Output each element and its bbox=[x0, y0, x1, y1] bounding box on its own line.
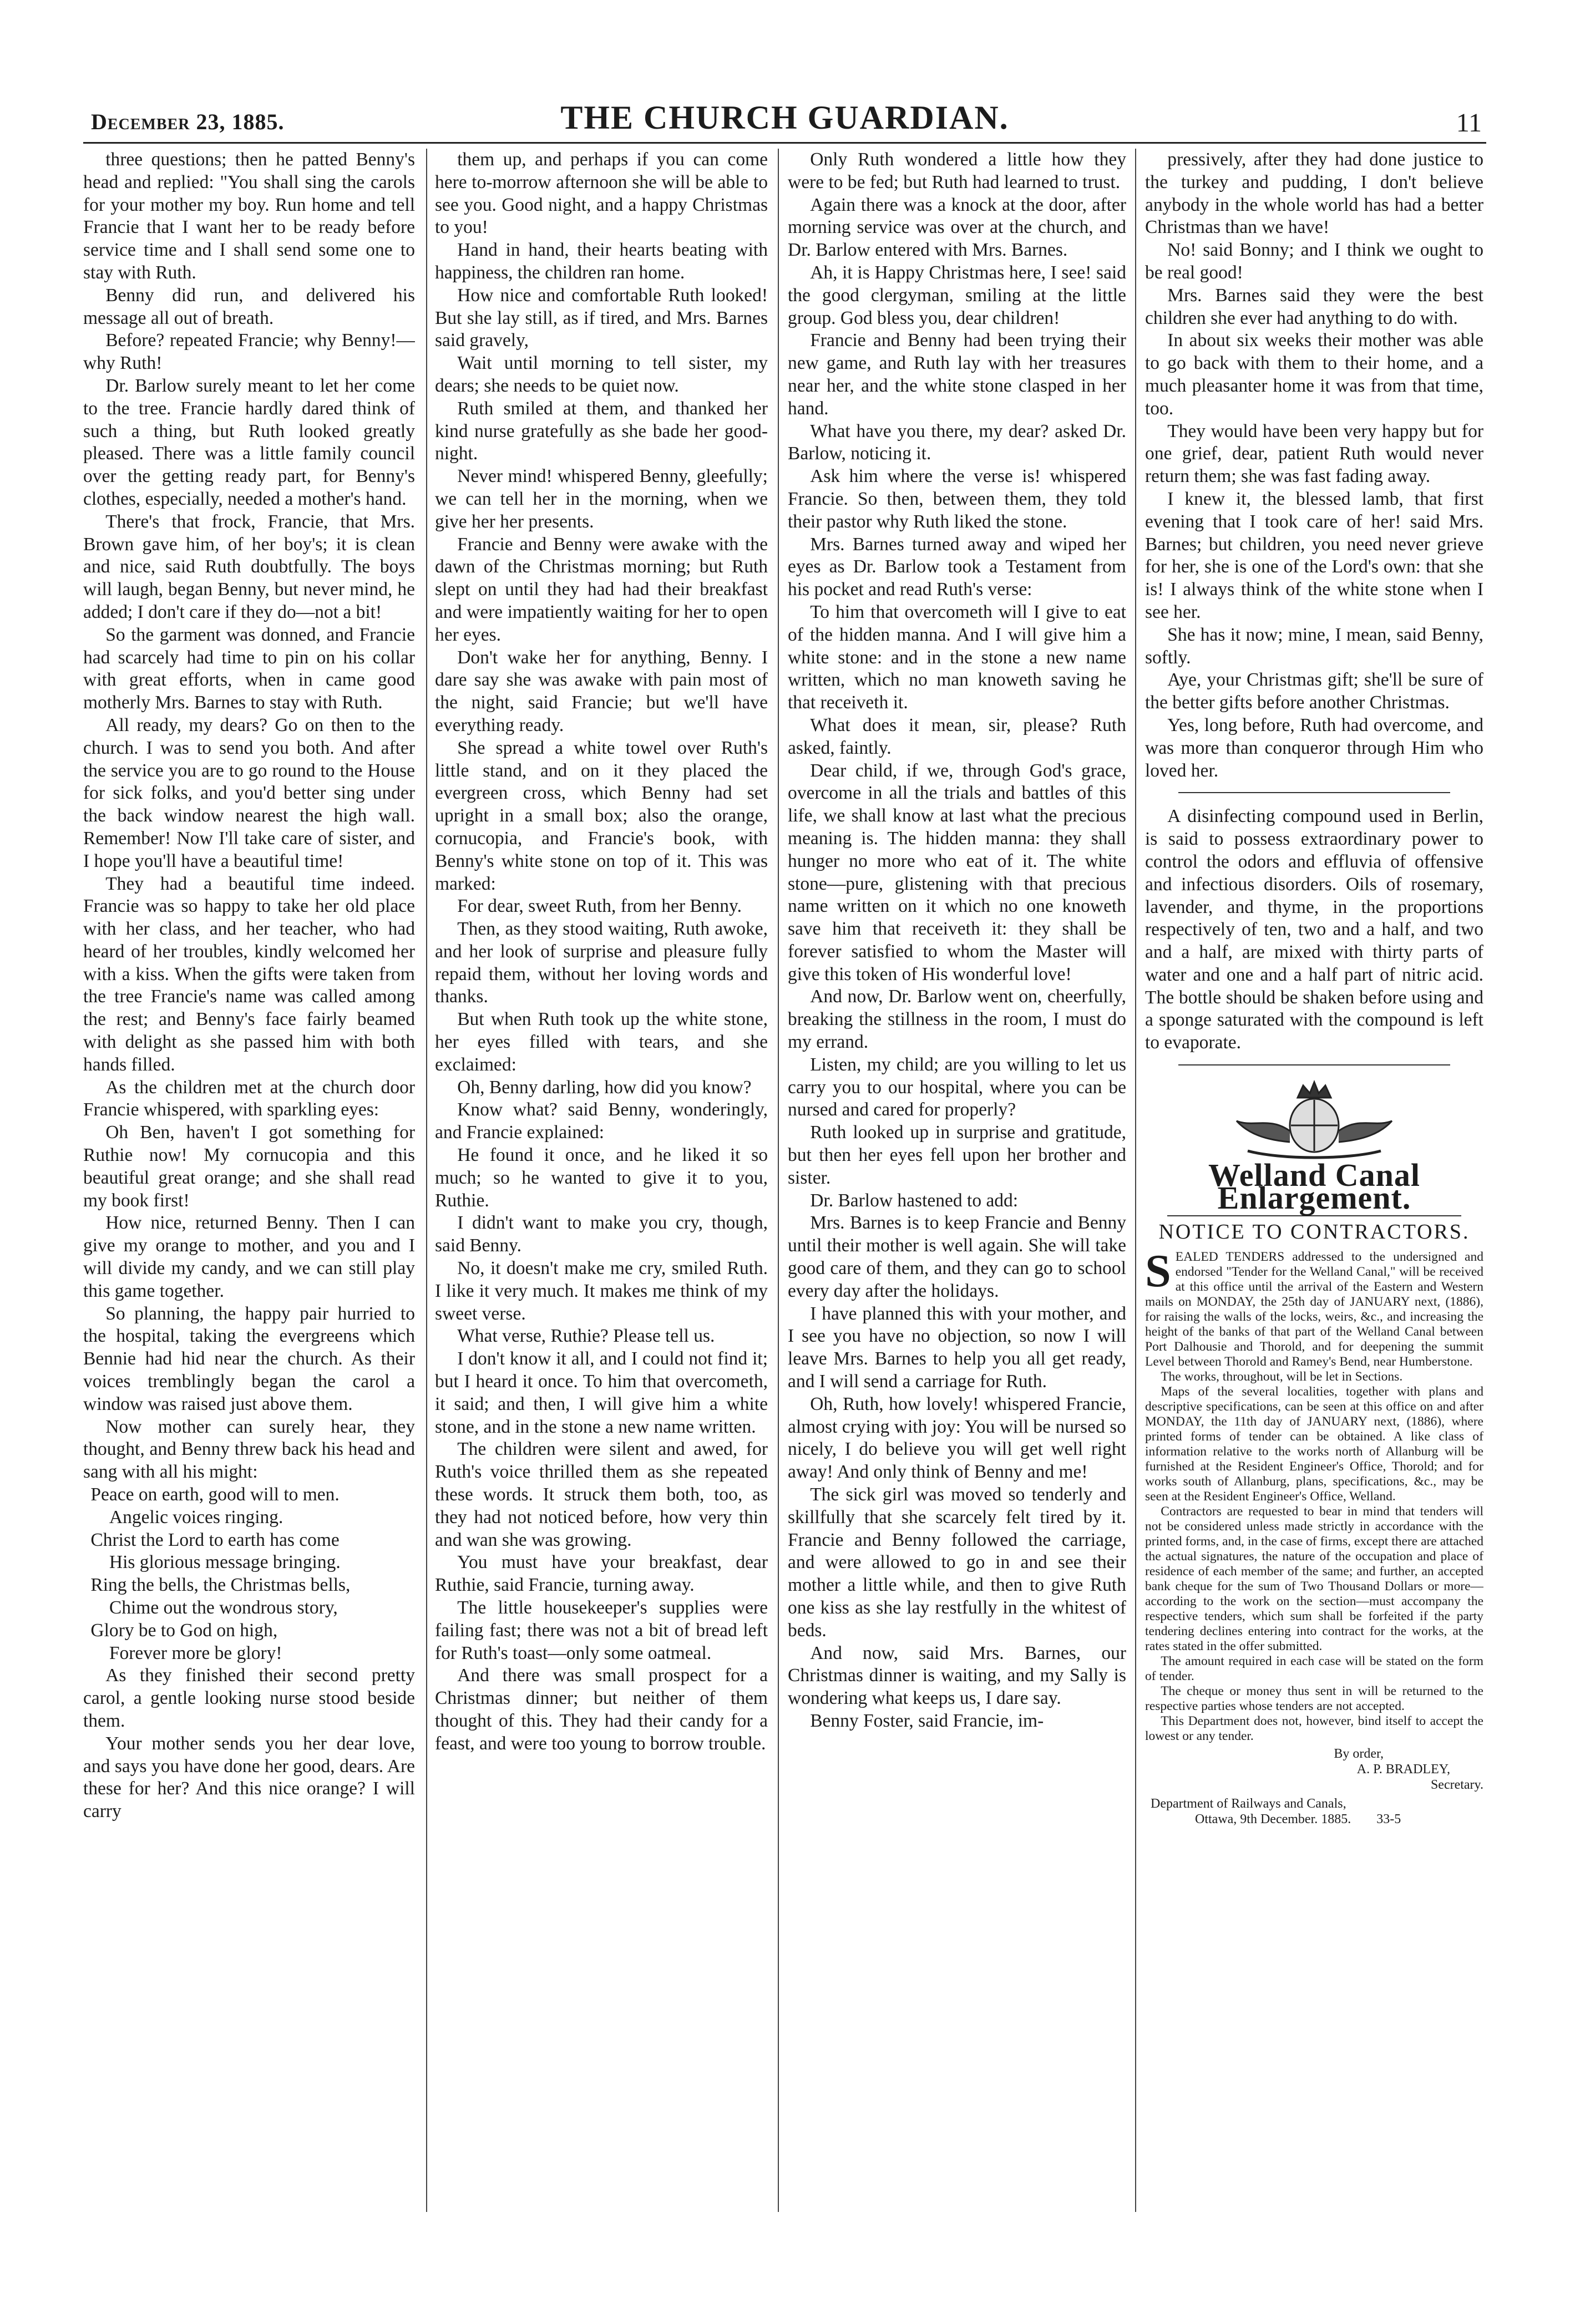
poem-line: Glory be to God on high, bbox=[90, 1620, 278, 1641]
poem-line: Angelic voices ringing. bbox=[109, 1506, 283, 1528]
story-paragraph: What does it mean, sir, please? Ruth asked, faintly. bbox=[788, 714, 1126, 758]
story-paragraph: As they finished their second pretty carol, a gentle looking nurse stood beside them. bbox=[83, 1665, 415, 1731]
story-column-1 bbox=[83, 149, 415, 2212]
poem-line: Ring the bells, the Christmas bells, bbox=[90, 1575, 351, 1596]
tender-notice-body: SEALED TENDERS addressed to the undersigned and endorsed "Tender for the Welland Canal," will be received at this office until the arrival of the Eastern and Western mails on MONDAY, the 25th day of JANUARY next, (1886), for raising the walls of the locks, weirs, &c., and increasing the height of the banks of that part of the Welland Canal between Port Dalhousie and Thorold, and for deepening the summit Level between Thorold and Ramey's Bend, near Humberstone. The works, throughout, will be let in Sections. Maps of the several localities, together with plans and descriptive specifications, can be seen at this office on and after MONDAY, the 11th day of JANUARY next, (1886), where printed forms of tender can be obtained. A like class of information relative to the works north of Allanburg will be furnished at the Resident Engineer's Office, Thorold; and for works south of Allanburg, plans, specifications, &c., may be seen at the Resident Engineer's Office, Welland. Contractors are requested to bear in mind that tenders will not be considered unless made strictly in accordance with the printed forms, and, in the case of firms, except there are attached the actual signatures, the nature of the occupation and place of residence of each member of the same; and further, an accepted bank cheque for the sum of Two Thousand Dollars or more—according to the work on the section—must accompany the respective tenders, which sum shall be forfeited if the party tendering declines entering into contract for the works, at the rates stated in the offer submitted. The amount required in each case will be stated on the form of tender. The cheque or money thus sent in will be returned to the respective parties whose tenders are not accepted. This Department does not, however, bind itself to accept the lowest or any tender. bbox=[1145, 1245, 1483, 1744]
story-paragraph: But when Ruth took up the white stone, her eyes filled with tears, and she exclaimed: bbox=[435, 1009, 768, 1075]
story-column-4 bbox=[1145, 149, 1483, 2212]
signature-block: By order, A. P. BRADLEY, Secretary. bbox=[1334, 1747, 1483, 1793]
carol-poem bbox=[83, 1484, 415, 1665]
story-paragraph: Dear child, if we, through God's grace, overcome in all the trials and battles of this life, we shall know at last what the precious meaning is. The hidden manna: they shall hunger no more who eat of it. The white stone—pure, glistening with that precious name written on it which no one knoweth save him that receiveth it: they shall be forever satisfied to whom the Master will give this token of His wonderful love! bbox=[788, 760, 1126, 985]
story-paragraph: Francie and Benny were awake with the dawn of the Christmas morning; but Ruth slept on until they had had their breakfast and were impatiently waiting for her to open her eyes. bbox=[435, 534, 768, 645]
story-paragraph: Only Ruth wondered a little how they were to be fed; but Ruth had learned to trust. bbox=[788, 149, 1126, 192]
story-paragraph: Mrs. Barnes is to keep Francie and Benny until their mother is well again. She will take good care of them, and they can go to school every day after the holidays. bbox=[788, 1212, 1126, 1301]
story-paragraph: She spread a white towel over Ruth's little stand, and on it they placed the evergreen cross, which Benny had set upright in a small box; also the orange, cornucopia, and Francie's book, with Benny's white stone on top of it. This was marked: bbox=[435, 737, 768, 894]
story-paragraph: Oh, Benny darling, how did you know? bbox=[457, 1077, 752, 1098]
column-rule bbox=[778, 149, 779, 2212]
story-paragraph: Listen, my child; are you willing to let us carry you to our hospital, where you can be nursed and cared for properly? bbox=[788, 1054, 1126, 1120]
disinfectant-article: A disinfecting compound used in Berlin, is said to possess extraordinary power to control the odors and effluvia of offensive and infectious disorders. Oils of rosemary, lavender, and thyme, in the proportions respectively of ten, two and a half, and two and a half, are mixed with thirty parts of water and one and a half part of nitric acid. The bottle should be shaken before using and a sponge saturated with the compound is left to evaporate. bbox=[1145, 806, 1483, 1053]
story-paragraph: Mrs. Barnes said they were the best children she ever had anything to do with. bbox=[1145, 285, 1483, 328]
story-paragraph: Ask him where the verse is! whispered Francie. So then, between them, they told their pastor why Ruth liked the stone. bbox=[788, 466, 1126, 532]
story-paragraph: I don't know it all, and I could not find it; but I heard it once. To him that overcometh, it said; and then, I will give him a white stone, and in the stone a new name written. bbox=[435, 1348, 768, 1437]
department-footer: Department of Railways and Canals, Ottawa, 9th December. 1885. 33-5 bbox=[1151, 1797, 1401, 1827]
story-paragraph: They would have been very happy but for one grief, dear, patient Ruth would never return them; she was fast fading away. bbox=[1145, 420, 1483, 487]
story-paragraph: You must have your breakfast, dear Ruthie, said Francie, turning away. bbox=[435, 1552, 768, 1596]
story-paragraph: Hand in hand, their hearts beating with happiness, the children ran home. bbox=[435, 240, 768, 283]
story-paragraph: Yes, long before, Ruth had overcome, and was more than conqueror through Him who loved her. bbox=[1145, 714, 1483, 781]
story-paragraph: Ruth looked up in surprise and gratitude, but then her eyes fell upon her brother and sister. bbox=[788, 1122, 1126, 1188]
contractor-notice bbox=[1145, 1078, 1483, 1243]
story-paragraph: And there was small prospect for a Christmas dinner; but neither of them thought of this. They had their candy for a feast, and were too young to borrow trouble. bbox=[435, 1665, 768, 1754]
story-paragraph: Mrs. Barnes turned away and wiped her eyes as Dr. Barlow took a Testament from his pocket and read Ruth's verse: bbox=[788, 534, 1126, 600]
story-column-3 bbox=[788, 149, 1126, 2212]
story-paragraph: I didn't want to make you cry, though, said Benny. bbox=[435, 1212, 768, 1256]
story-paragraph: Benny Foster, said Francie, im- bbox=[810, 1710, 1044, 1731]
story-paragraph: To him that overcometh will I give to eat of the hidden manna. And I will give him a white stone: and in the stone a new name written, which no man knoweth saving he that receiveth it. bbox=[788, 601, 1126, 713]
page-header bbox=[83, 83, 1486, 144]
column-rule bbox=[426, 149, 427, 2212]
story-paragraph: The sick girl was moved so tenderly and skillfully that she scarcely felt tired by it. Francie and Benny followed the carriage, and were allowed to go in and see their mother a little while, and then to give Ruth one kiss as she lay restfully in the whitest of beds. bbox=[788, 1484, 1126, 1641]
drop-capital: S bbox=[1145, 1245, 1171, 1297]
story-paragraph: And now, Dr. Barlow went on, cheerfully, breaking the stillness in the room, I must do my errand. bbox=[788, 986, 1126, 1053]
story-paragraph: Benny did run, and delivered his message all out of breath. bbox=[83, 285, 415, 328]
poem-line: Chime out the wondrous story, bbox=[109, 1597, 338, 1618]
story-paragraph: Before? repeated Francie; why Benny!—why Ruth! bbox=[83, 330, 415, 374]
story-paragraph: them up, and perhaps if you can come here to-morrow afternoon she will be able to see you. Good night, and a happy Christmas to you! bbox=[435, 149, 768, 238]
masthead-title: THE CHURCH GUARDIAN. bbox=[560, 99, 1009, 136]
story-paragraph: Wait until morning to tell sister, my dears; she needs to be quiet now. bbox=[435, 353, 768, 396]
story-paragraph: The children were silent and awed, for Ruth's voice thrilled them as she repeated these words. It struck them both, too, as they had not noticed before, how very thin and wan she was growing. bbox=[435, 1439, 768, 1550]
story-paragraph: Oh, Ruth, how lovely! whispered Francie, almost crying with joy: You will be nursed so nicely, I do believe you will get well right away! And only think of Benny and me! bbox=[788, 1393, 1126, 1483]
advert-reference: 33-5 bbox=[1376, 1812, 1401, 1827]
header-rule bbox=[83, 142, 1486, 144]
story-paragraph: All ready, my dears? Go on then to the church. I was to send you both. And after the service you are to go round to the House for sick folks, and you'd better sing under the back window nearest the high wall. Remember! Now I'll take care of sister, and I hope you'll have a beautiful time! bbox=[83, 714, 415, 871]
story-paragraph: Oh Ben, haven't I got something for Ruthie now! My cornucopia and this beautiful great orange; and she shall read my book first! bbox=[83, 1122, 415, 1211]
story-paragraph: What verse, Ruthie? Please tell us. bbox=[457, 1326, 715, 1347]
column-rule bbox=[1135, 149, 1136, 2212]
story-paragraph: Don't wake her for anything, Benny. I dare say she was awake with pain most of the night, said Francie; but we'll have everything ready. bbox=[435, 647, 768, 735]
story-paragraph: Now mother can surely hear, they thought, and Benny threw back his head and sang with all his might: bbox=[83, 1416, 415, 1483]
story-paragraph: Then, as they stood waiting, Ruth awoke, and her look of surprise and pleasure fully repaid them, without her loving words and thanks. bbox=[435, 919, 768, 1007]
advert-subtitle: NOTICE TO CONTRACTORS. bbox=[1158, 1220, 1470, 1244]
story-paragraph: They had a beautiful time indeed. Francie was so happy to take her old place with her class, and her teacher, who had heard of her troubles, kindly welcomed her with a kiss. When the gifts were taken from the tree Francie's name was called among the rest; and Benny's face fairly beamed with delight as she passed him with both hands filled. bbox=[83, 873, 415, 1075]
poem-line: Peace on earth, good will to men. bbox=[90, 1484, 340, 1505]
story-paragraph: Ah, it is Happy Christmas here, I see! said the good clergyman, smiling at the little group. God bless you, dear children! bbox=[788, 262, 1126, 328]
story-paragraph: three questions; then he patted Benny's head and replied: "You shall sing the carols for your mother my boy. Run home and tell Francie that I want her to be ready before service time and I shall send some one to stay with Ruth. bbox=[83, 149, 415, 283]
story-paragraph: There's that frock, Francie, that Mrs. Brown gave him, of her boy's; it is clean and nice, said Ruth doubtfully. The boys will laugh, began Benny, but never mind, he added; I don't care if they do—not a bit! bbox=[83, 511, 415, 622]
story-paragraph: Aye, your Christmas gift; she'll be sure of the better gifts before another Christmas. bbox=[1145, 669, 1483, 713]
story-paragraph: Francie and Benny had been trying their new game, and Ruth lay with her treasures near her, and the white stone clasped in her hand. bbox=[788, 330, 1126, 419]
article-separator bbox=[1178, 1064, 1450, 1065]
poem-line: Forever more be glory! bbox=[109, 1642, 282, 1663]
story-column-2 bbox=[435, 149, 768, 2212]
story-paragraph: Ruth smiled at them, and thanked her kind nurse gratefully as she bade her good-night. bbox=[435, 398, 768, 464]
story-paragraph: So the garment was donned, and Francie had scarcely had time to pin on his collar with great efforts, when in came good motherly Mrs. Barnes to stay with Ruth. bbox=[83, 624, 415, 713]
story-paragraph: Know what? said Benny, wonderingly, and Francie explained: bbox=[435, 1099, 768, 1143]
story-paragraph: He found it once, and he liked it so much; so he wanted to give it to you, Ruthie. bbox=[435, 1145, 768, 1211]
page-number: 11 bbox=[1456, 108, 1482, 138]
story-paragraph: The little housekeeper's supplies were failing fast; there was not a bit of bread left for Ruth's toast—only some oatmeal. bbox=[435, 1597, 768, 1663]
story-paragraph: So planning, the happy pair hurried to the hospital, taking the evergreens which Bennie had hid near the church. As their voices tremblingly began the carol a window was raised just above them. bbox=[83, 1303, 415, 1414]
story-paragraph: Dr. Barlow surely meant to let her come to the tree. Francie hardly dared think of such a thing, but Ruth looked greatly pleased. There was a little family council over the getting ready part, for Benny's clothes, especially, needed a mother's hand. bbox=[83, 375, 415, 509]
poem-line: His glorious message bringing. bbox=[109, 1552, 341, 1573]
story-paragraph: Your mother sends you her dear love, and says you have done her good, dears. Are these for her? And this nice orange? I will carry bbox=[83, 1733, 415, 1822]
story-paragraph: Dr. Barlow hastened to add: bbox=[810, 1190, 1019, 1211]
story-paragraph: pressively, after they had done justice to the turkey and pudding, I don't believe anybody in the whole world has had a better Christmas than we have! bbox=[1145, 149, 1483, 238]
story-paragraph: Never mind! whispered Benny, gleefully; we can tell her in the morning, when we give her her presents. bbox=[435, 466, 768, 532]
story-paragraph: I knew it, the blessed lamb, that first evening that I took care of her! said Mrs. Barnes; but children, you need never grieve for her, she is one of the Lord's own: that she is! I always think of the white stone when I see her. bbox=[1145, 488, 1483, 622]
story-paragraph: No! said Bonny; and I think we ought to be real good! bbox=[1145, 240, 1483, 283]
story-paragraph: What have you there, my dear? asked Dr. Barlow, noticing it. bbox=[788, 420, 1126, 464]
poem-line: Christ the Lord to earth has come bbox=[90, 1529, 340, 1550]
story-paragraph: For dear, sweet Ruth, from her Benny. bbox=[457, 896, 742, 917]
advert-title: Welland Canal Enlargement. bbox=[1208, 1157, 1421, 1216]
story-paragraph: And now, said Mrs. Barnes, our Christmas dinner is waiting, and my Sally is wondering what keeps us, I dare say. bbox=[788, 1642, 1126, 1709]
article-separator bbox=[1178, 792, 1450, 793]
story-paragraph: She has it now; mine, I mean, said Benny, softly. bbox=[1145, 624, 1483, 668]
story-paragraph: Again there was a knock at the door, after morning service was over at the church, and Dr. Barlow entered with Mrs. Barnes. bbox=[788, 194, 1126, 261]
story-paragraph: In about six weeks their mother was able to go back with them to their home, and a much pleasanter home it was from that time, too. bbox=[1145, 330, 1483, 419]
story-paragraph: How nice and comfortable Ruth looked! But she lay still, as if tired, and Mrs. Barnes said gravely, bbox=[435, 285, 768, 351]
issue-date: December 23, 1885. bbox=[91, 109, 285, 134]
story-paragraph: I have planned this with your mother, and I see you have no objection, so now I will leave Mrs. Barnes to help you all get ready, and I will send a carriage for Ruth. bbox=[788, 1303, 1126, 1392]
royal-arms-crest-icon bbox=[1214, 1078, 1414, 1161]
story-paragraph: How nice, returned Benny. Then I can give my orange to mother, and you and I will divide my candy, and we can still play this game together. bbox=[83, 1212, 415, 1301]
story-paragraph: No, it doesn't make me cry, smiled Ruth. I like it very much. It makes me think of my sweet verse. bbox=[435, 1258, 768, 1324]
story-paragraph: As the children met at the church door Francie whispered, with sparkling eyes: bbox=[83, 1077, 415, 1120]
